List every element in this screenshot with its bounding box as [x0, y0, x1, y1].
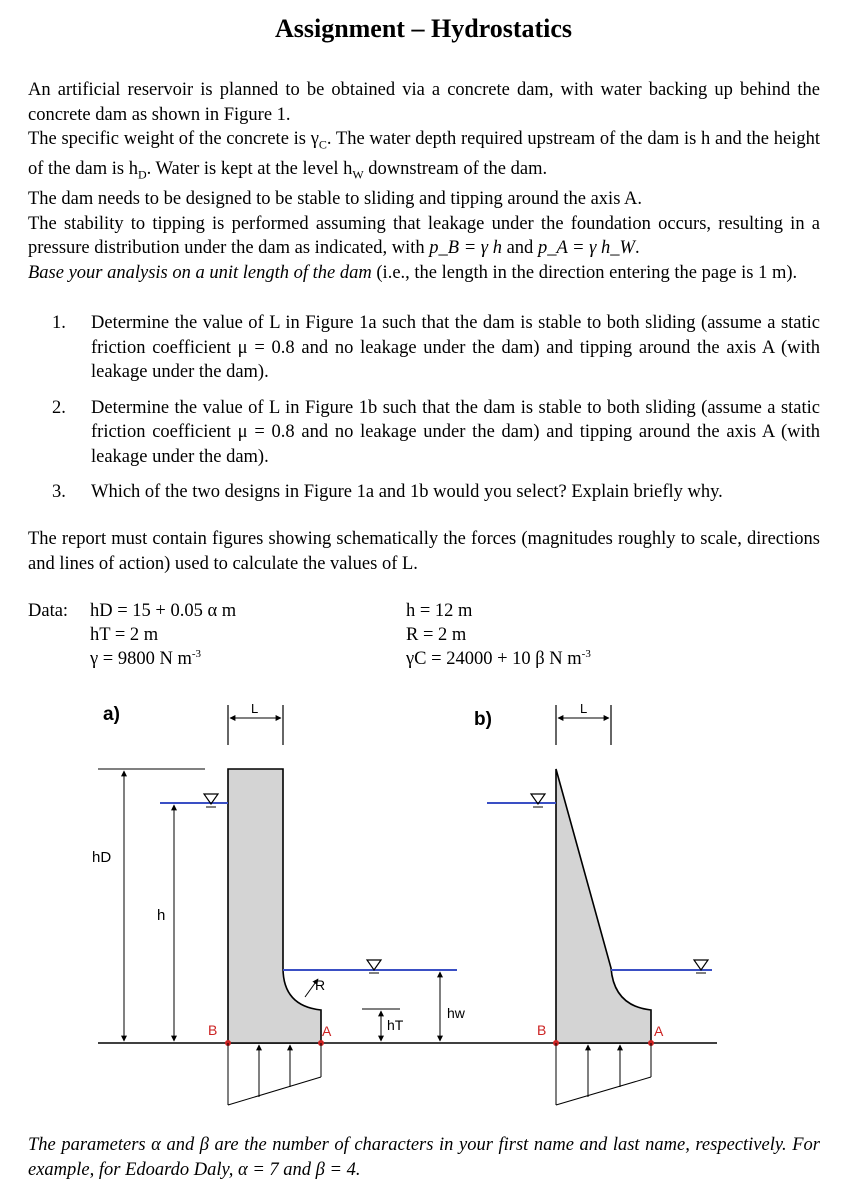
- data-gamma: γ = 9800 N $m^{-3}$: [90, 648, 202, 669]
- intro-line-3: The dam needs to be designed to be stable to sliding and tipping around the axis A.: [28, 189, 642, 210]
- point-a-label-b: A: [654, 1023, 664, 1039]
- data-h: h = 12 m: [406, 601, 473, 621]
- data-gc: γC = 24000 + 10 β N $m^{-3}$: [406, 648, 591, 669]
- data-left-column: [90, 599, 236, 671]
- data-ht: hT = 2 m: [90, 625, 159, 645]
- footer-note: The parameters α and β are the number of characters in your first name and last name, respectively. For example, for Edoardo Daly, α = 7 and β = 4.: [28, 1135, 820, 1180]
- ht-label: hT: [387, 1017, 404, 1033]
- point-b-label-a: B: [208, 1022, 218, 1038]
- page-title: Assignment – Hydrostatics: [274, 14, 573, 43]
- data-label: Data:: [28, 601, 69, 621]
- question-list: [52, 311, 820, 516]
- hd-label: hD: [92, 849, 112, 866]
- r-label: R: [315, 977, 326, 993]
- point-a-label-a: A: [322, 1023, 332, 1039]
- dam-a-body: [228, 769, 321, 1043]
- data-hd: hD = 15 + 0.05 α m: [90, 601, 237, 621]
- data-right-column: [406, 599, 591, 671]
- pressure-line-a: [228, 1077, 321, 1105]
- intro-line-1: An artificial reservoir is planned to be obtained via a concrete dam, with water backing up behind the concrete dam as shown in Figure 1.: [28, 80, 820, 125]
- question-1: 1. Determine the value of L in Figure 1a such that the dam is stable to both sliding (assume a static friction coefficient μ = 0.8 and no leakage under the dam) and tipping around the axis A (with leakage under the dam).: [52, 313, 820, 382]
- l-label-b: L: [580, 701, 588, 716]
- intro-line-2: The specific weight of the concrete is $\gamma_C$. The water depth required upstream of the dam is h and the height of the dam is $h_D$. Water is kept at the level $h_W$ downstream of the dam.: [28, 129, 820, 182]
- point-b-label-b: B: [537, 1022, 547, 1038]
- water-symbol-down-b: [694, 960, 708, 970]
- intro-line-4: The stability to tipping is performed assuming that leakage under the foundation occurs, resulting in a pressure distribution under the dam as indicated, with p_B = γ h and p_A = γ h_W.: [28, 213, 820, 259]
- question-2: 2. Determine the value of L in Figure 1b such that the dam is stable to both sliding (assume a static friction coefficient μ = 0.8 and no leakage under the dam) and tipping around the axis A (with leakage under the dam).: [52, 397, 820, 467]
- dam-b-body: [556, 769, 651, 1043]
- intro-paragraph: [28, 78, 820, 285]
- label-figure-b: b): [474, 709, 492, 730]
- question-3: 3. Which of the two designs in Figure 1a and 1b would you select? Explain briefly why.: [52, 482, 723, 502]
- intro-line-5: Base your analysis on a unit length of the dam (i.e., the length in the direction entering the page is 1 m).: [28, 262, 798, 283]
- label-figure-a: a): [103, 704, 120, 725]
- dam-figure: [0, 690, 847, 1130]
- pressure-line-b: [556, 1077, 651, 1105]
- hw-label: hw: [447, 1005, 465, 1021]
- report-paragraph: The report must contain figures showing schematically the forces (magnitudes roughly to scale, directions and lines of action) used to calculate the values of L.: [28, 529, 820, 574]
- data-r: R = 2 m: [406, 625, 467, 645]
- water-symbol-down-a: [367, 960, 381, 970]
- h-label: h: [157, 907, 166, 924]
- l-label-a: L: [251, 701, 259, 716]
